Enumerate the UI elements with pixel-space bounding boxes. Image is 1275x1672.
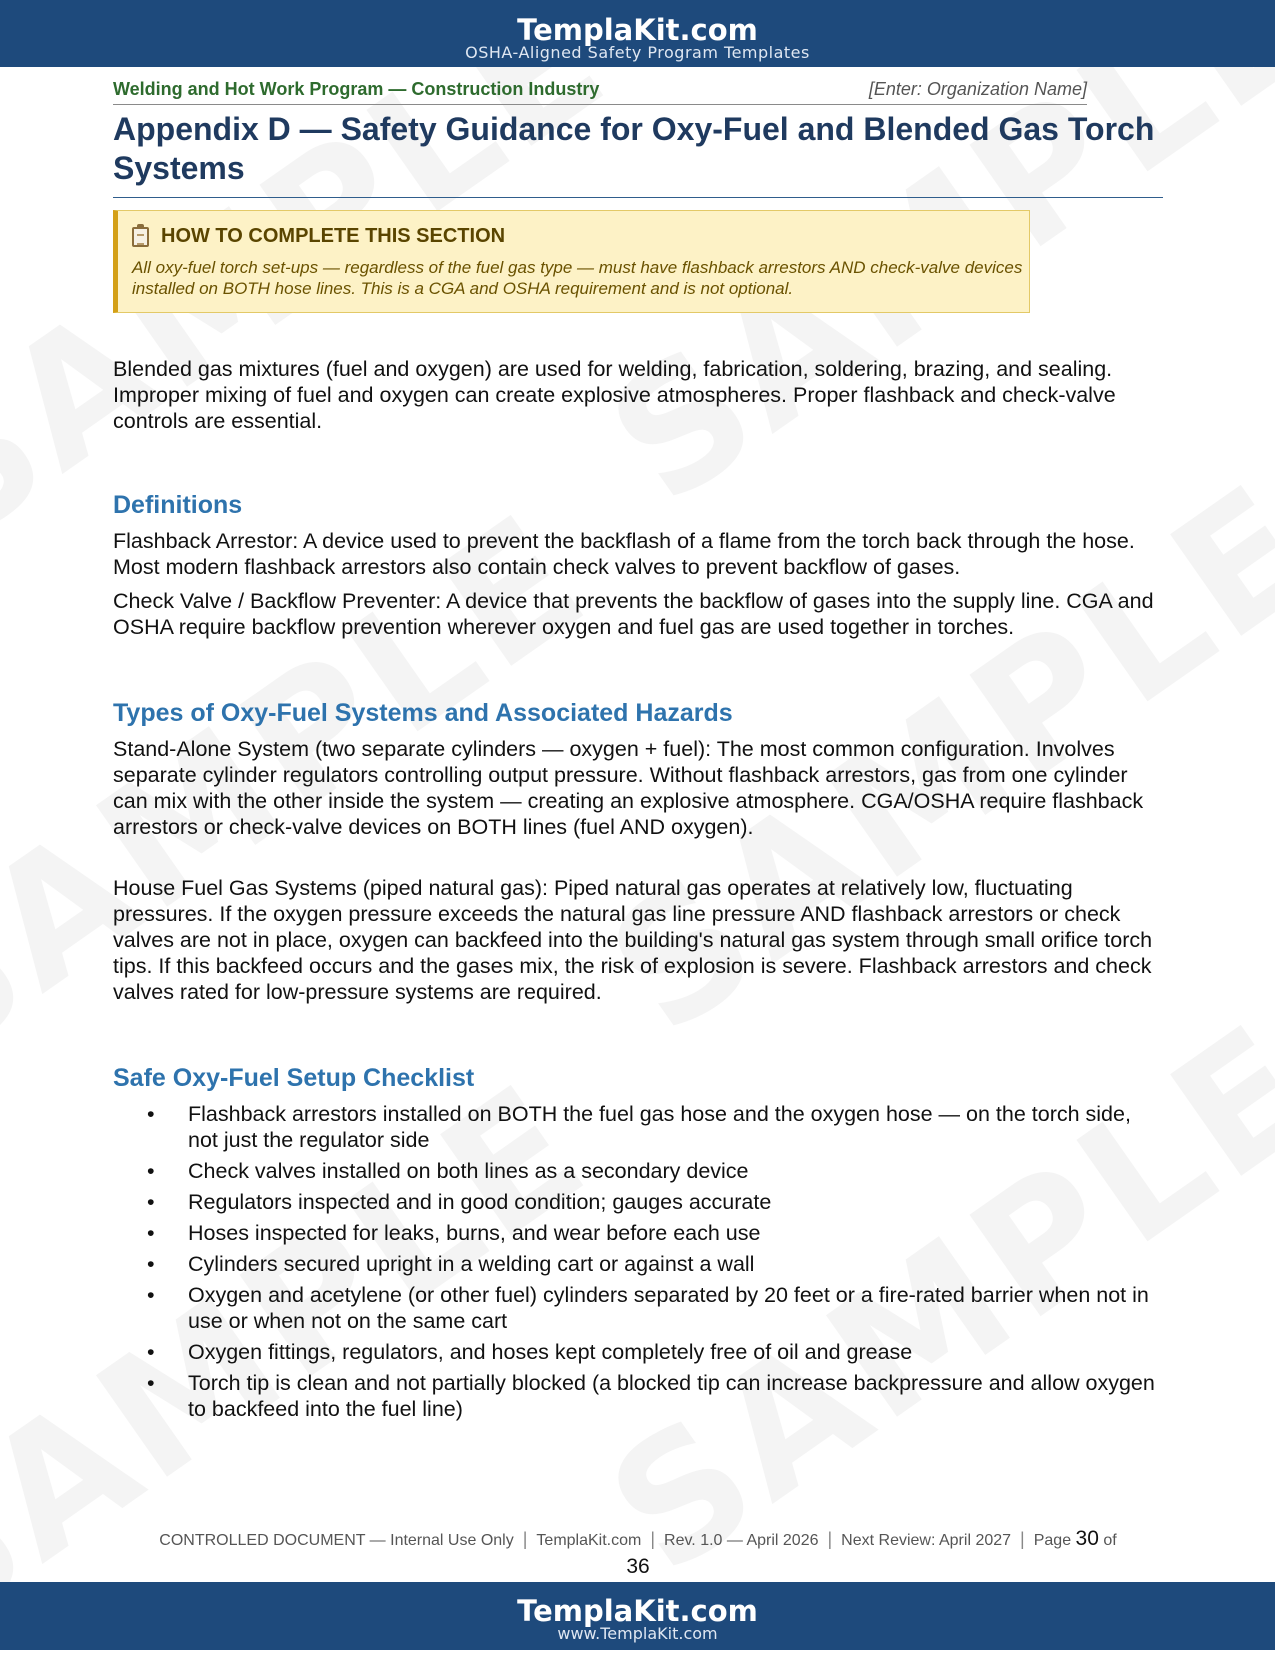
checklist-item-text: Regulators inspected and in good condition; gauges accurate <box>188 1190 772 1214</box>
footer-url: www.TemplaKit.com <box>557 1624 718 1643</box>
bullet-icon: • <box>147 1159 155 1183</box>
callout-title: HOW TO COMPLETE THIS SECTION <box>161 225 506 247</box>
footer-site: TemplaKit.com <box>536 1532 642 1549</box>
checklist-item-text: Oxygen and acetylene (or other fuel) cylinders separated by 20 feet or a fire-rated barrier when not in use or when not on the same cart <box>188 1283 1149 1333</box>
definition-check-valve: Check Valve / Backflow Preventer: A device that prevents the backflow of gases into the supply line. CGA and OSHA require backflow prevention wherever oxygen and fuel gas are used together in torches. <box>113 589 1154 639</box>
bullet-icon: • <box>147 1221 155 1245</box>
footer-separator: | <box>827 1529 833 1549</box>
system-stand-alone: Stand-Alone System (two separate cylinders — oxygen + fuel): The most common configuration. Involves separate cylinder regulators controlling output pressure. Without flashback arrestors, gas from one cylinder can mix with the other inside the system — creating an explosive atmosphere. CGA/OSHA require flashback arrestors or check-valve devices on BOTH lines (fuel AND oxygen). <box>113 737 1144 839</box>
page-number: 30 <box>1075 1527 1099 1550</box>
checklist-item-text: Flashback arrestors installed on BOTH the fuel gas hose and the oxygen hose — on the torch side, not just the regulator side <box>188 1102 1131 1152</box>
systems-heading: Types of Oxy-Fuel Systems and Associated Hazards <box>113 699 733 727</box>
system-house-fuel-gas: House Fuel Gas Systems (piped natural gas): Piped natural gas operates at relatively low, fluctuating pressures. If the oxygen pressure exceeds the natural gas line pressure AND flashback arrestors or check valves are not in place, oxygen can backfeed into the building's natural gas system through small orifice torch tips. If this backfeed occurs and the gases mix, the risk of explosion is severe. Flashback arrestors and check valves rated for low-pressure systems are required. <box>113 876 1153 1004</box>
checklist-item <box>113 1251 1163 1277</box>
callout-header <box>132 225 1029 248</box>
main-content <box>113 356 1163 1427</box>
bullet-icon: • <box>147 1102 155 1126</box>
checklist-item <box>113 1158 1163 1184</box>
total-pages: 36 <box>626 1555 650 1578</box>
callout-body: All oxy-fuel torch set-ups — regardless of the fuel gas type — must have flashback arrestors AND check-valve devices installed on BOTH hose lines. This is a CGA and OSHA requirement and is not optional. <box>132 258 1023 298</box>
header-tagline: OSHA-Aligned Safety Program Templates <box>465 43 810 62</box>
page-label: Page <box>1033 1532 1072 1549</box>
bullet-icon: • <box>147 1283 155 1307</box>
checklist-item <box>113 1220 1163 1246</box>
checklist-item <box>113 1370 1163 1422</box>
clipboard-icon <box>132 227 149 247</box>
footer-separator: | <box>1020 1529 1025 1549</box>
organization-name-placeholder: [Enter: Organization Name] <box>868 79 1087 99</box>
footer-separator: | <box>650 1529 656 1549</box>
bullet-icon: • <box>147 1371 155 1395</box>
checklist-item <box>113 1101 1163 1153</box>
bullet-icon: • <box>147 1190 155 1214</box>
header-brand: TemplaKit.com <box>517 13 758 47</box>
checklist-item-text: Oxygen fittings, regulators, and hoses kept completely free of oil and grease <box>188 1340 913 1364</box>
next-review-label: Next Review: April 2027 <box>841 1532 1012 1549</box>
footer-brand: TemplaKit.com <box>517 1594 758 1628</box>
bullet-icon: • <box>147 1252 155 1276</box>
footer-bar <box>0 1582 1275 1650</box>
document-footer <box>113 1526 1163 1582</box>
bullet-icon: • <box>147 1340 155 1364</box>
page-title: Appendix D — Safety Guidance for Oxy-Fuel and Blended Gas Torch Systems <box>113 110 1163 198</box>
program-title: Welding and Hot Work Program — Construction Industry <box>113 79 600 99</box>
checklist-item-text: Cylinders secured upright in a welding cart or against a wall <box>188 1252 755 1276</box>
controlled-document-label: CONTROLLED DOCUMENT — Internal Use Only <box>159 1532 514 1549</box>
of-label: of <box>1103 1532 1117 1549</box>
definitions-heading: Definitions <box>113 491 243 519</box>
running-head <box>113 77 1087 105</box>
checklist-item <box>113 1189 1163 1215</box>
intro-paragraph: Blended gas mixtures (fuel and oxygen) are used for welding, fabrication, soldering, brazing, and sealing. Improper mixing of fuel and oxygen can create explosive atmospheres. Proper flashback and check-valve controls are essential. <box>113 357 1116 433</box>
checklist-item-text: Check valves installed on both lines as a secondary device <box>188 1159 749 1183</box>
instruction-callout <box>113 210 1030 313</box>
checklist-item <box>113 1339 1163 1365</box>
checklist-heading: Safe Oxy-Fuel Setup Checklist <box>113 1064 475 1092</box>
footer-separator: | <box>522 1529 528 1549</box>
header-bar <box>0 0 1275 67</box>
revision-label: Rev. 1.0 — April 2026 <box>664 1532 819 1549</box>
checklist-item <box>113 1282 1163 1334</box>
setup-checklist <box>113 1101 1163 1422</box>
definition-flashback-arrestor: Flashback Arrestor: A device used to prevent the backflash of a flame from the torch back through the hose. Most modern flashback arrestors also contain check valves to prevent backflow of gases. <box>113 529 1135 579</box>
checklist-item-text: Hoses inspected for leaks, burns, and wear before each use <box>188 1221 761 1245</box>
checklist-item-text: Torch tip is clean and not partially blocked (a blocked tip can increase backpressure and allow oxygen to backfeed into the fuel line) <box>188 1371 1155 1421</box>
